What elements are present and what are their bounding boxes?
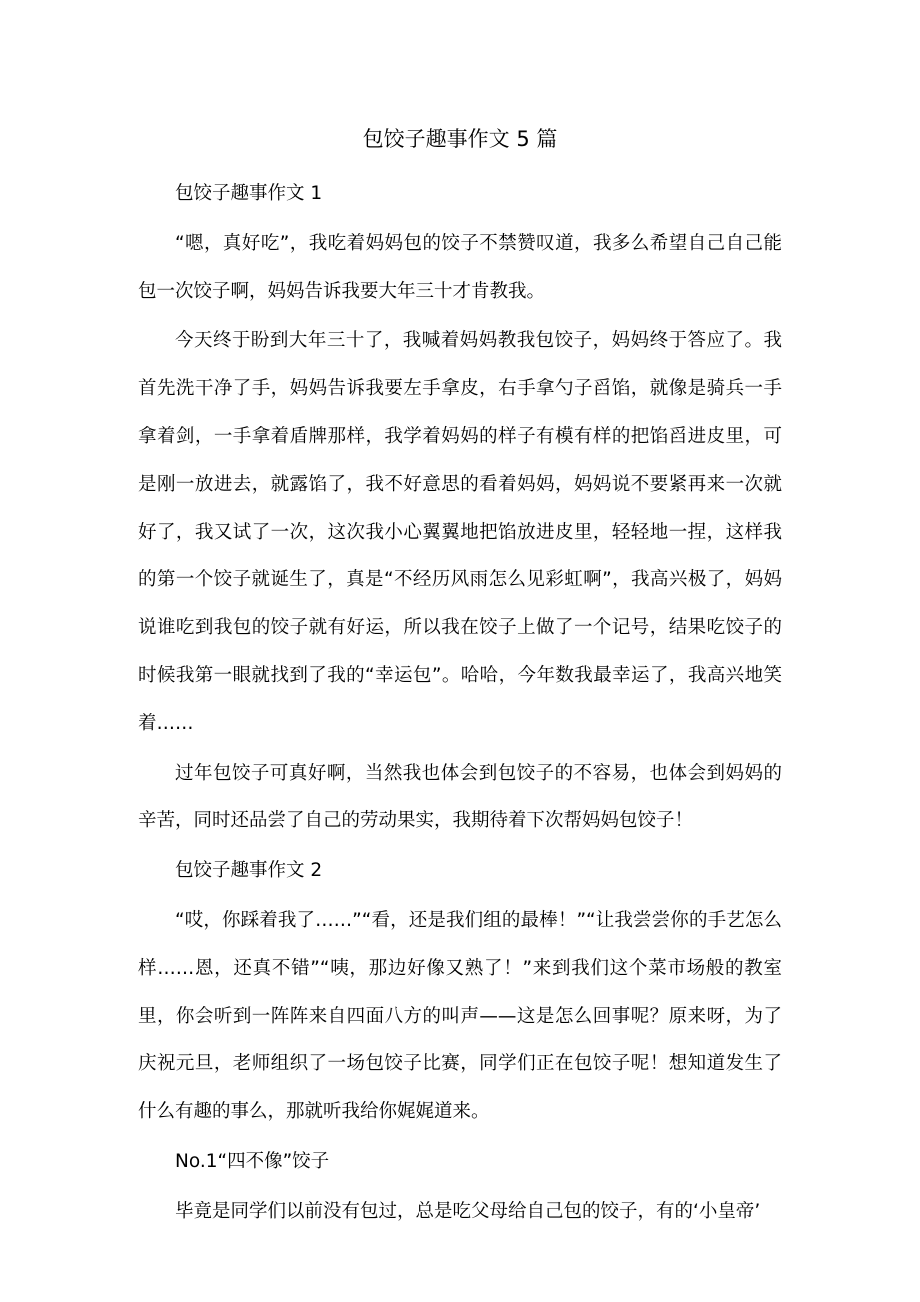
paragraph-2: 今天终于盼到大年三十了，我喊着妈妈教我包饺子，妈妈终于答应了。我首先洗干净了手，妈妈告诉我要左手拿皮，右手拿勺子舀馅，就像是骑兵一手拿着剑，一手拿着盾牌那样，我学着妈妈的样子有模有样的把馅舀进皮里，可是刚一放进去，就露馅了，我不好意思的看着妈妈，妈妈说不要紧再来一次就好了，我又试了一次，这次我小心翼翼地把馅放进皮里，轻轻地一捏，这样我的第一个饺子就诞生了，真是“不经历风雨怎么见彩虹啊”，我高兴极了，妈妈说谁吃到我包的饺子就有好运，所以我在饺子上做了一个记号，结果吃饺子的时候我第一眼就找到了我的“幸运包”。哈哈，今年数我最幸运了，我高兴地笑着……	[138, 330, 782, 734]
section-heading-1: 包饺子趣事作文 1	[175, 183, 323, 204]
section-heading-2: 包饺子趣事作文 2	[175, 860, 323, 882]
document-body	[138, 170, 782, 1238]
paragraph-3: 过年包饺子可真好啊，当然我也体会到包饺子的不容易，也体会到妈妈的辛苦，同时还品尝了自己的劳动果实，我期待着下次帮妈妈包饺子！	[138, 762, 782, 832]
paragraph-5: 毕竟是同学们以前没有包过，总是吃父母给自己包的饺子，有的‘小皇帝’	[175, 1200, 761, 1222]
sub-heading-no1: No.1“四不像”饺子	[175, 1150, 330, 1172]
paragraph-4: “哎，你踩着我了……”“看，还是我们组的最棒！”“让我尝尝你的手艺怎么样……恩，还真不错”“咦，那边好像又熟了！”来到我们这个菜市场般的教室里，你会听到一阵阵来自四面八方的叫声——这是怎么回事呢？原来呀，为了庆祝元旦，老师组织了一场包饺子比赛，同学们正在包饺子呢！想知道发生了什么有趣的事么，那就听我给你娓娓道来。	[138, 909, 782, 1123]
paragraph-1: “嗯，真好吃”，我吃着妈妈包的饺子不禁赞叹道，我多么希望自己自己能包一次饺子啊，妈妈告诉我要大年三十才肯教我。	[138, 232, 782, 302]
document-title: 包饺子趣事作文 5 篇	[362, 127, 558, 151]
